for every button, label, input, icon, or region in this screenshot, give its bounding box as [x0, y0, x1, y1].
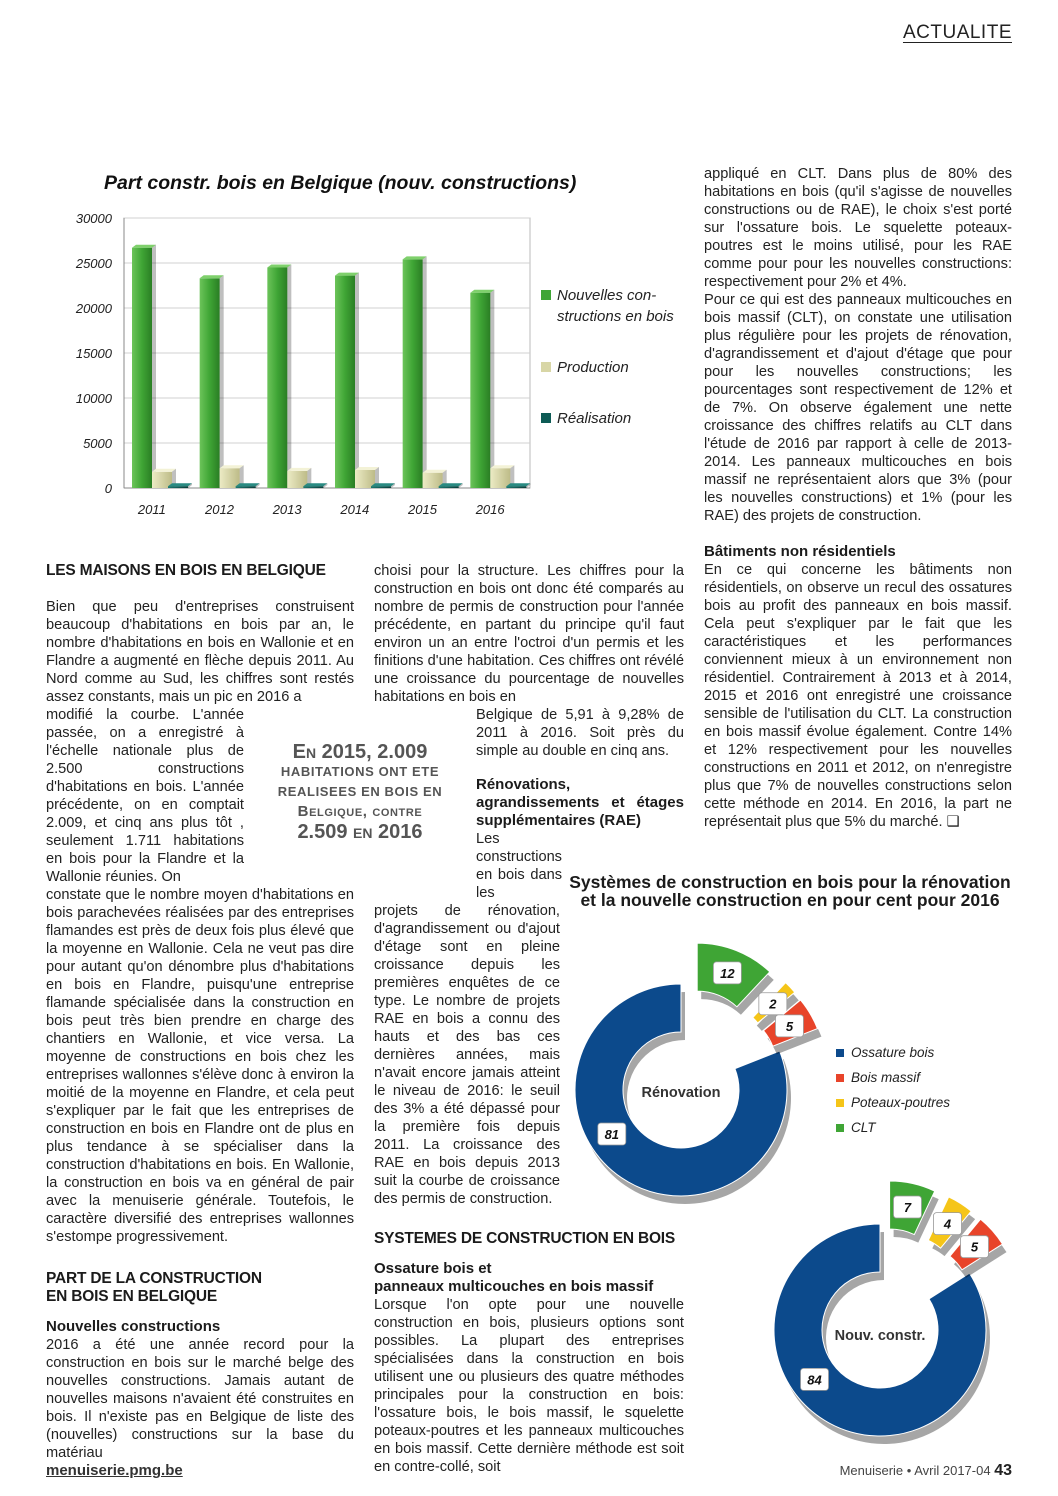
col1-paragraph-1-narrow: modifié la courbe. L'année passée, on a enregistré à l'échelle nationale plus de 2.500 constructions d'habitations en bois. L'année précédente, on en comptait 2.009, et cinq ans plus tôt , seulement 1.711 habitations en bois pour la Flandre et la Wallonie réunies. On — [46, 707, 244, 885]
col2-paragraph-1-end: Belgique de 5,91 à 9,28% de 2011 à 2016. Soit près du simple au double en cinq ans. — [476, 707, 684, 759]
y-tick-label: 25000 — [75, 256, 112, 271]
bar-top-0-2011 — [132, 245, 156, 248]
donut-legend-item-massif — [836, 1065, 1016, 1090]
end-mark: ❑ — [946, 814, 960, 830]
pie-title-line2: et la nouvelle construction en pour cent pour 2016 — [580, 890, 1000, 910]
bar-top-1-2013 — [287, 468, 311, 471]
sub-ossature-line1: Ossature bois et — [374, 1260, 492, 1277]
pie-chart-title — [560, 873, 1020, 909]
pull-quote-line4: Belgique, contre — [297, 803, 423, 820]
bar-2-2014 — [371, 486, 391, 488]
bar-chart-title: Part constr. bois en Belgique (nouv. constructions) — [104, 172, 577, 194]
bar-0-2013 — [267, 268, 287, 489]
bar-top-0-2016 — [470, 290, 494, 293]
section-tag: ACTUALITE — [902, 22, 1012, 43]
legend-swatch-beige — [541, 362, 551, 372]
bar-top-1-2016 — [490, 465, 514, 468]
donut-renovation-value-label: 2 — [769, 996, 777, 1012]
y-tick-label: 10000 — [75, 391, 112, 406]
donut-legend-swatch-poteaux — [836, 1099, 844, 1107]
x-tick-label: 2016 — [475, 502, 505, 517]
bar-0-2011 — [132, 248, 152, 488]
legend-label-nouvelles-2: structions en bois — [557, 308, 674, 325]
y-tick-label: 30000 — [75, 211, 112, 226]
legend-item-nouvelles — [541, 285, 691, 327]
bar-top-0-2013 — [267, 265, 291, 268]
donut-legend-swatch-massif — [836, 1074, 844, 1082]
donut-nouv-value-label: 84 — [807, 1372, 822, 1388]
x-tick-label: 2013 — [272, 502, 302, 517]
donut-legend-item-clt — [836, 1115, 1016, 1140]
x-tick-label: 2012 — [205, 502, 234, 517]
bar-top-2-2013 — [303, 483, 327, 486]
col2-paragraph-1: choisi pour la structure. Les chiffres pour la construction en bois ont donc été comparés au nombre de permis de construction pour l'année précédente, en partant du principe qu'il faut environ un an entre l'octroi d'un permis et les finitions d'une habitation. Ces chiffres ont révélé une croissance du pourcentage de nouvelles habitations en bois en — [374, 563, 684, 705]
column-1 — [46, 562, 354, 1462]
bar-1-2012 — [220, 468, 240, 488]
bar-1-2013 — [287, 471, 307, 488]
pie-title-line1: Systèmes de construction en bois pour la rénovation — [569, 872, 1011, 892]
legend-item-production — [541, 357, 691, 378]
col2-paragraph-2: projets de rénovation, d'agrandissement ou d'ajout d'étage sont en pleine croissance depuis les premières enquêtes de ce type. Le nombre de projets RAE en bois a connu des hauts et des bas ces dernières années, mais n'avait encore jamais atteint le niveau de 2016: le seuil des 3% a été dépassé pour la première fois depuis 2011. La croissance des RAE en bois depuis 2013 suit la courbe de croissance des permis de construction. — [374, 903, 560, 1207]
sub-renovations: Rénovations, agrandissements et étages supplémentaires (RAE) — [476, 776, 684, 829]
bar-top-2-2011 — [168, 483, 192, 486]
bar-0-2012 — [200, 278, 220, 488]
x-tick-label: 2015 — [408, 502, 437, 517]
x-tick-label: 2014 — [340, 502, 370, 517]
col3-paragraph-2: Pour ce qui est des panneaux multicouches en bois massif (CLT), on constate une utilisation plus régulière pour les projets de rénovation, d'agrandissement et d'ajout d'étage que pour pour les nouvelles constructions; les pourcentages sont respectivement de 12% et de 7%. On observe également une nette croissance des chiffres relatifs au CLT dans l'étude de 2016 par rapport à celle de 2013-2014. Les panneaux multicouches en bois massif ne représentaient alors que 3% (pour les nouvelles constructions) et 1% (pour les RAE) des projets de construction. — [704, 292, 1012, 524]
pull-quote-line3: REALISEES EN BOIS EN — [277, 784, 443, 799]
sub-nouvelles-constructions: Nouvelles constructions — [46, 1318, 221, 1335]
donut-nouv-value-label: 5 — [970, 1239, 979, 1255]
bar-top-1-2014 — [355, 467, 379, 470]
bar-side-0-2014 — [355, 273, 359, 488]
bar-2-2013 — [303, 486, 323, 488]
bar-2-2016 — [506, 486, 526, 488]
donut-legend-label-clt: CLT — [851, 1120, 876, 1135]
y-tick-label: 0 — [104, 481, 112, 496]
bar-top-0-2012 — [200, 275, 224, 278]
footer-issue — [840, 1462, 1012, 1480]
col3-paragraph-3 — [704, 561, 1012, 831]
donut-renovation-value-label: 12 — [720, 965, 735, 981]
y-tick-label: 15000 — [75, 346, 112, 361]
pull-quote-line2: HABITATIONS ONT ETE — [280, 764, 440, 779]
pull-quote-line1: En 2015, 2.009 — [292, 741, 428, 763]
bar-0-2016 — [470, 293, 490, 488]
bar-1-2016 — [490, 468, 510, 488]
bar-top-1-2015 — [423, 470, 447, 473]
col1-paragraph-1-rest: constate que le nombre moyen d'habitations en bois parachevées réalisées par des entreprises flamandes est près de deux fois plus élevé que la moyenne en Wallonie. Cela ne veut pas dire pour autant qu'on dénombre plus d'habitations en bois en Flandre, puisqu'une entreprise flamande spécialisée dans la construction en bois peut très bien prendre en charge des chantiers en Wallonie, et vice versa. La moyenne de constructions en bois chez les entreprises wallonnes s'élève donc à environ la moitié de la moyenne en Flandre, et cela peut s'expliquer par le fait que les entreprises de construction en bois en Flandre ont de plus en plus tendance à se spécialiser dans la construction d'habitations en bois. En Wallonie, la construction en bois va en général de pair avec la menuiserie générale. Toutefois, le caractère diversifié des entreprises wallonnes s'estompe progressivement. — [46, 887, 354, 1245]
bar-chart-legend — [541, 285, 691, 429]
donut-legend-item-poteaux — [836, 1090, 1016, 1115]
bar-1-2014 — [355, 470, 375, 488]
col3-paragraph-3-text: En ce qui concerne les bâtiments non résidentiels, on observe un recul des ossatures bois au profit des panneaux en bois massif. Cela peut s'expliquer par le fait que les caractéristiques et les performances conviennent mieux à un environnement non résidentiel. Contrairement à 2013 et à 2014, 2015 et 2016 ont enregistré une croissance sensible de l'utilisation du CLT. La construction en bois massif évolue également. Contre 14% et 12% respectivement pour les nouvelles constructions en 2011 et 2012, on n'enregistre plus que 7% de nouvelles constructions selon cette méthode en 2014. En 2016, la part ne représentait plus que 5% du marché. — [704, 562, 1012, 830]
legend-label-nouvelles-1: Nouvelles con- — [557, 287, 657, 304]
legend-item-realisation — [541, 408, 691, 429]
bar-top-1-2012 — [220, 465, 244, 468]
bar-0-2015 — [403, 259, 423, 488]
bar-top-0-2015 — [403, 256, 427, 259]
donut-legend-swatch-clt — [836, 1124, 844, 1132]
donut-legend-label-ossature: Ossature bois — [851, 1045, 935, 1060]
col1-paragraph-2: 2016 a été une année record pour la construction en bois sur le marché belge des nouvelles constructions. Jamais autant de nouvelles maisons n'avaient été construites en bois. Il n'existe pas en Belgique de liste des (nouvelles) constructions sur la base du matériau — [46, 1337, 354, 1461]
donut-legend-label-massif: Bois massif — [851, 1070, 921, 1085]
heading-systemes: SYSTEMES DE CONSTRUCTION EN BOIS — [374, 1230, 676, 1247]
bar-2-2011 — [168, 486, 188, 488]
legend-swatch-teal — [541, 413, 551, 423]
footer-site-link[interactable]: menuiserie.pmg.be — [46, 1462, 183, 1479]
column-3 — [704, 165, 1012, 831]
heading-part-line2: EN BOIS EN BELGIQUE — [46, 1288, 218, 1305]
donut-renovation-value-label: 5 — [785, 1018, 794, 1034]
heading-maisons-bois: LES MAISONS EN BOIS EN BELGIQUE — [46, 562, 326, 579]
bar-top-2-2016 — [506, 483, 530, 486]
col2-paragraph-3: Lorsque l'on opte pour une nouvelle construction en bois, plusieurs options sont possibles. La plupart des entreprises spécialisées dans la construction en bois utilisent une ou plusieurs des quatre méthodes principales pour la construction en bois: l'ossature bois, le bois massif, le squelette poteaux-poutres et les panneaux multicouches en bois massif. Cette dernière méthode est soit en contre-collé, soit — [374, 1297, 684, 1475]
sub-ossature-line2: panneaux multicouches en bois massif — [374, 1278, 654, 1295]
sub-batiments: Bâtiments non résidentiels — [704, 543, 896, 560]
heading-part-line1: PART DE LA CONSTRUCTION — [46, 1270, 262, 1287]
bar-side-0-2015 — [423, 256, 427, 488]
donut-nouv-value-label: 4 — [943, 1216, 952, 1232]
page-number: 43 — [994, 1462, 1012, 1479]
y-tick-label: 5000 — [83, 436, 112, 451]
donut-renovation-center-label: Rénovation — [641, 1085, 721, 1101]
heading-part-construction — [46, 1270, 354, 1306]
donut-renovation-value-label: 81 — [604, 1127, 620, 1143]
legend-label-realisation: Réalisation — [557, 410, 632, 427]
bar-side-0-2011 — [152, 245, 156, 488]
donut-legend-label-poteaux: Poteaux-poutres — [851, 1095, 951, 1110]
donut-nouv-center-label: Nouv. constr. — [834, 1328, 926, 1344]
donut-legend-item-ossature — [836, 1040, 1016, 1065]
bar-2-2012 — [236, 486, 256, 488]
bar-top-2-2012 — [236, 483, 260, 486]
bar-top-0-2014 — [335, 273, 359, 276]
pull-quote-line5: 2.509 en 2016 — [297, 821, 423, 843]
bar-0-2014 — [335, 276, 355, 488]
donut-charts — [560, 920, 1040, 1450]
legend-swatch-green — [541, 290, 551, 300]
bar-side-0-2016 — [490, 290, 494, 488]
donut-legend — [836, 1040, 1016, 1140]
donut-nouv-value-label: 7 — [903, 1200, 912, 1216]
bar-top-2-2015 — [439, 483, 463, 486]
bar-side-0-2012 — [220, 275, 224, 488]
y-tick-label: 20000 — [75, 301, 112, 316]
bar-side-0-2013 — [287, 265, 291, 489]
col1-paragraph-1: Bien que peu d'entreprises construisent beaucoup d'habitations en bois par an, le nombre d'habitations en bois en Wallonie et en Flandre a augmenté en flèche depuis 2011. Au Nord comme au Sud, les chiffres sont restés assez constants, mais un pic en 2016 a — [46, 599, 354, 705]
x-tick-label: 2011 — [137, 502, 166, 517]
bar-top-2-2014 — [371, 483, 395, 486]
col2-paragraph-2-narrow: Les constructions en bois dans les — [476, 831, 562, 901]
bar-top-1-2011 — [152, 469, 176, 472]
donut-legend-swatch-ossature — [836, 1049, 844, 1057]
footer-issue-text: Menuiserie • Avril 2017-04 — [839, 1463, 991, 1478]
legend-label-production: Production — [557, 359, 629, 376]
col3-paragraph-1: appliqué en CLT. Dans plus de 80% des habitations en bois (qu'il s'agisse de nouvelles constructions ou de RAE), le choix s'est porté sur l'ossature bois. Le squelette poteaux-poutres est le moins utilisé, pour les RAE comme pour pour les nouvelles constructions: respectivement pour 2% et 4%. — [704, 166, 1012, 290]
bar-2-2015 — [439, 486, 459, 488]
donut-charts-svg — [560, 920, 1040, 1450]
